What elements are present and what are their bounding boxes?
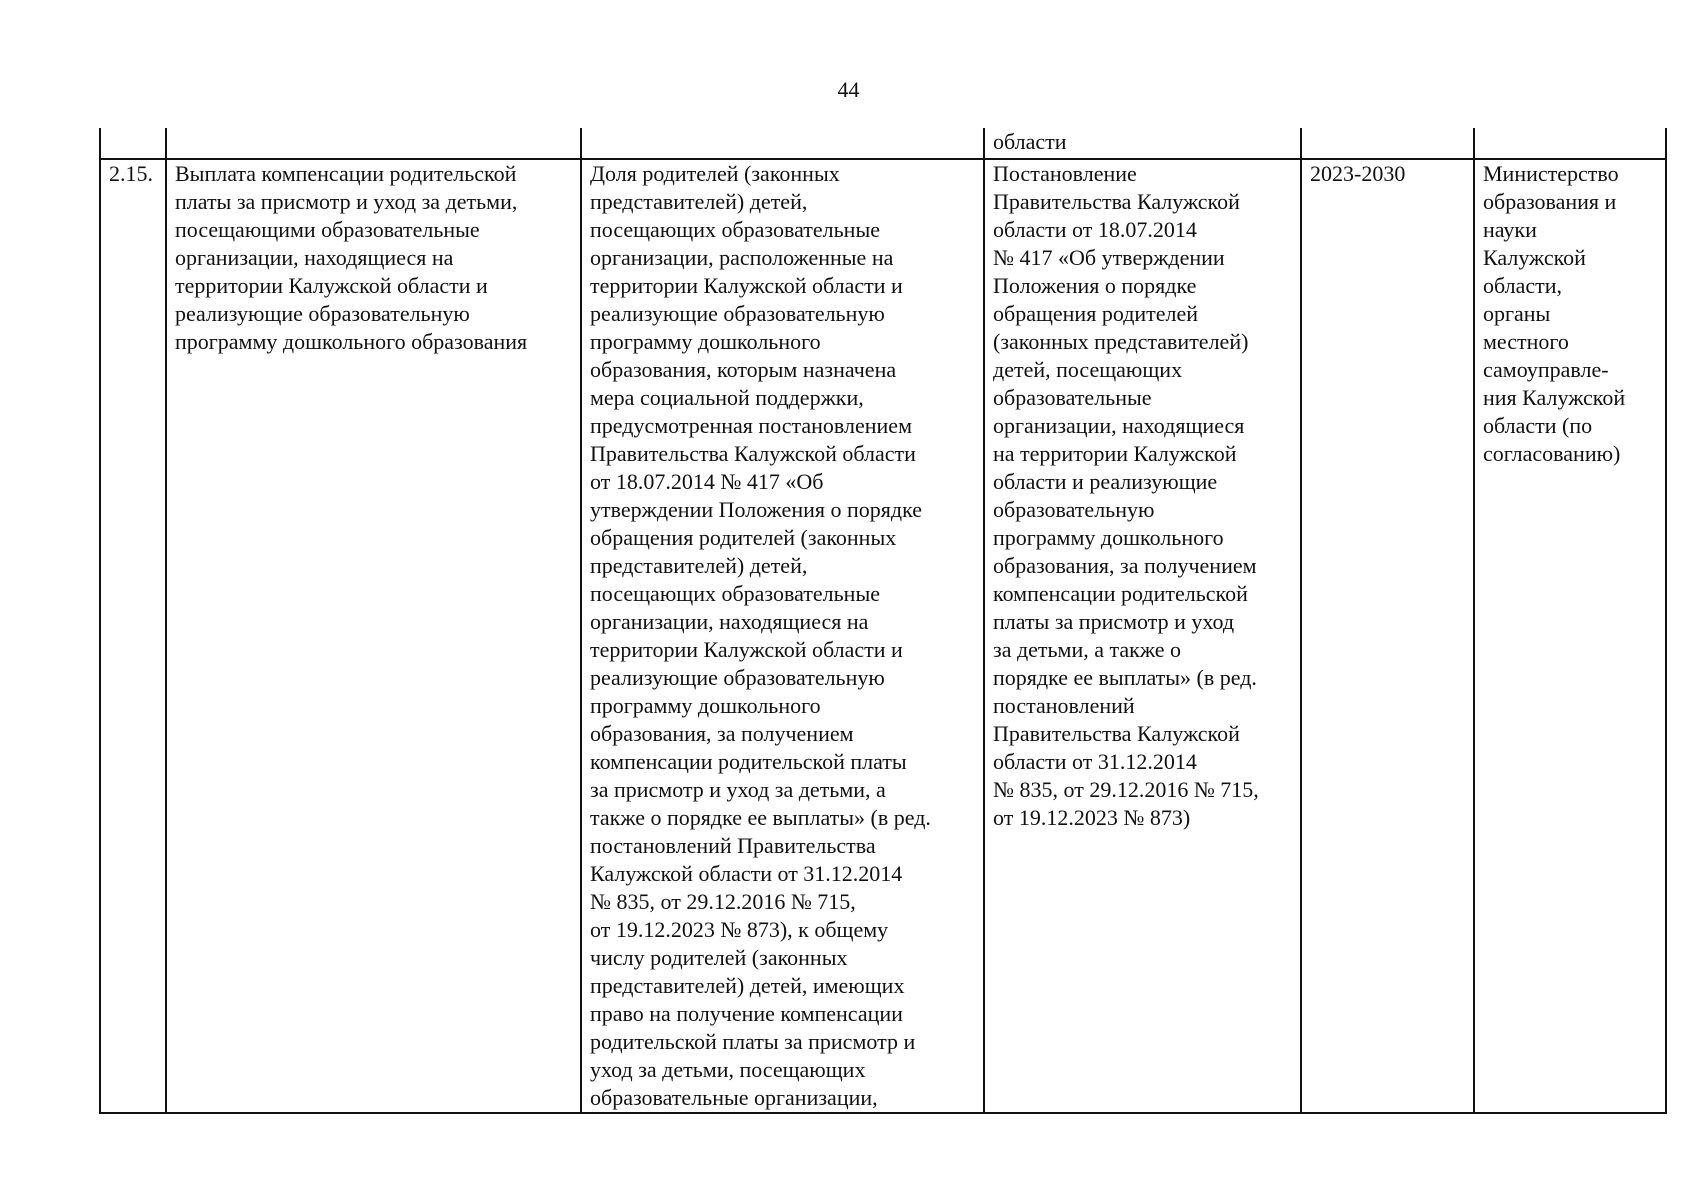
- cell-document: области: [984, 128, 1301, 159]
- cell-period: [1301, 128, 1474, 159]
- cell-indicator: Доля родителей (законных представителей) детей, посещающих образовательные организации, расположенные на территории Калужской области и реализующие образовательную программу дошкольного образования, которым назначена мера социальной поддержки, предусмотренная постановлением Правительства Калужской области от 18.07.2014 № 417 «Об утверждении Положения о порядке обращения родителей (законных представителей) детей, посещающих образовательные организации, находящиеся на территории Калужской области и реализующие образовательную программу дошкольного образования, за получением компенсации родительской платы за присмотр и уход за детьми, а также о порядке ее выплаты» (в ред. постановлений Правительства Калужской области от 31.12.2014 № 835, от 29.12.2016 № 715, от 19.12.2023 № 873), к общему числу родителей (законных представителей) детей, имеющих право на получение компенсации родительской платы за присмотр и уход за детьми, посещающих образовательные организации,: [581, 159, 984, 1113]
- cell-event: [166, 128, 581, 159]
- cell-document: Постановление Правительства Калужской области от 18.07.2014 № 417 «Об утверждении Положения о порядке обращения родителей (законных представителей) детей, посещающих образовательные организации, находящиеся на территории Калужской области и реализующие образовательную программу дошкольного образования, за получением компенсации родительской платы за присмотр и уход за детьми, а также о порядке ее выплаты» (в ред. постановлений Правительства Калужской области от 31.12.2014 № 835, от 29.12.2016 № 715, от 19.12.2023 № 873): [984, 159, 1301, 1113]
- cell-indicator: [581, 128, 984, 159]
- cell-period: 2023-2030: [1301, 159, 1474, 1113]
- table-row: [100, 159, 1666, 1113]
- cell-num: 2.15.: [100, 159, 166, 1113]
- page-number: 44: [837, 77, 860, 102]
- cell-event: Выплата компенсации родительской платы за присмотр и уход за детьми, посещающими образовательные организации, находящиеся на территории Калужской области и реализующие образовательную программу дошкольного образования: [166, 159, 581, 1113]
- cell-num: [100, 128, 166, 159]
- table-row-continuation: [100, 128, 1666, 159]
- cell-responsible: [1474, 128, 1666, 159]
- cell-responsible: Министерство образования и науки Калужской области, органы местного самоуправле- ния Калужской области (по согласованию): [1474, 159, 1666, 1113]
- program-table: [99, 128, 1667, 1114]
